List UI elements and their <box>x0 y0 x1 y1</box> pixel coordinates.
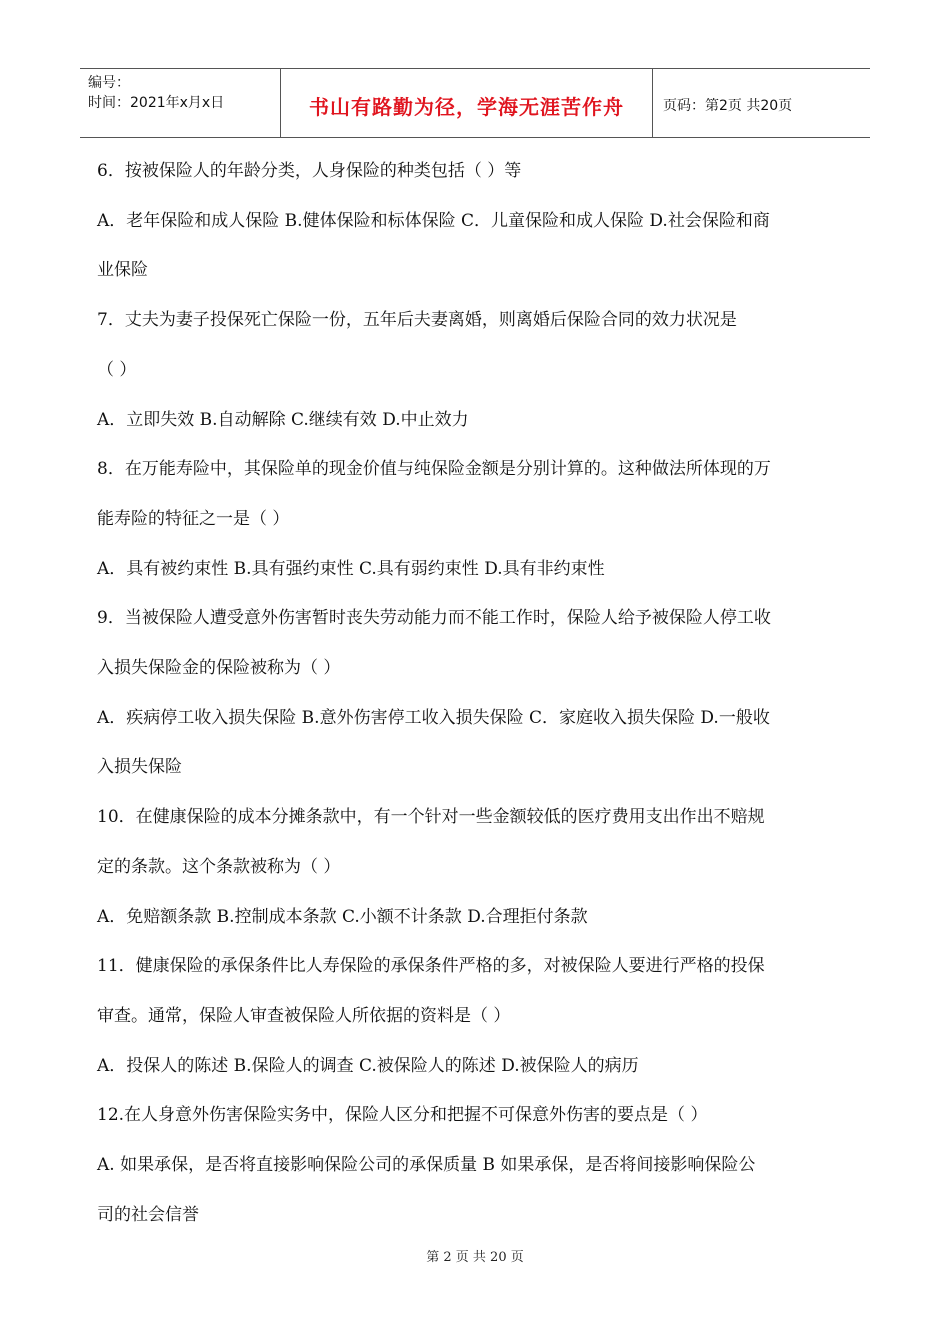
text-line: A．立即失效 B.自动解除 C.继续有效 D.中止效力 <box>97 409 469 430</box>
text-line: 定的条款。这个条款被称为（ ） <box>97 856 341 877</box>
page-footer: 第 2 页 共 20 页 <box>426 1250 524 1265</box>
text-line: 审查。通常，保险人审查被保险人所依据的资料是（ ） <box>97 1005 511 1026</box>
text-line: 业保险 <box>97 260 148 281</box>
text-line: A．具有被约束性 B.具有强约束性 C.具有弱约束性 D.具有非约束性 <box>97 558 605 579</box>
header-page-info: 页码：第2页 共20页 <box>663 98 793 114</box>
time-label: 时间：2021年x月x日 <box>88 95 225 111</box>
text-line: 入损失保险 <box>97 757 182 778</box>
text-line: 6．按被保险人的年龄分类，人身保险的种类包括（ ）等 <box>97 161 522 181</box>
text-line: A．老年保险和成人保险 B.健体保险和标体保险 C．儿童保险和成人保险 D.社会保险和商 <box>97 210 770 231</box>
text-line: A．免赔额条款 B.控制成本条款 C.小额不计条款 D.合理拒付条款 <box>97 906 588 927</box>
question-content <box>97 147 857 1240</box>
text-line: 能寿险的特征之一是（ ） <box>97 508 290 529</box>
header-meta <box>80 69 281 137</box>
text-line: 9．当被保险人遭受意外伤害暂时丧失劳动能力而不能工作时，保险人给予被保险人停工收 <box>97 608 771 629</box>
text-line: 7．丈夫为妻子投保死亡保险一份，五年后夫妻离婚，则离婚后保险合同的效力状况是 <box>97 310 737 331</box>
number-label: 编号： <box>88 75 130 91</box>
text-line: 司的社会信誉 <box>97 1204 199 1225</box>
text-line: 11．健康保险的承保条件比人寿保险的承保条件严格的多，对被保险人要进行严格的投保 <box>97 956 765 977</box>
text-line: 8．在万能寿险中，其保险单的现金价值与纯保险金额是分别计算的。这种做法所体现的万 <box>97 459 771 480</box>
text-line: （ ） <box>97 359 137 380</box>
header-motto: 书山有路勤为径，学海无涯苦作舟 <box>281 69 653 137</box>
text-line: 10．在健康保险的成本分摊条款中，有一个针对一些金额较低的医疗费用支出作出不赔规 <box>97 807 765 828</box>
text-line: A．疾病停工收入损失保险 B.意外伤害停工收入损失保险 C．家庭收入损失保险 D.一般收 <box>97 707 770 728</box>
text-line: 入损失保险金的保险被称为（ ） <box>97 658 341 679</box>
document-header <box>80 68 870 138</box>
text-line: A. 如果承保，是否将直接影响保险公司的承保质量 B 如果承保，是否将间接影响保险公 <box>97 1155 756 1176</box>
text-line: 12.在人身意外伤害保险实务中，保险人区分和把握不可保意外伤害的要点是（ ） <box>97 1105 708 1126</box>
text-line: A．投保人的陈述 B.保险人的调查 C.被保险人的陈述 D.被保险人的病历 <box>97 1055 639 1076</box>
